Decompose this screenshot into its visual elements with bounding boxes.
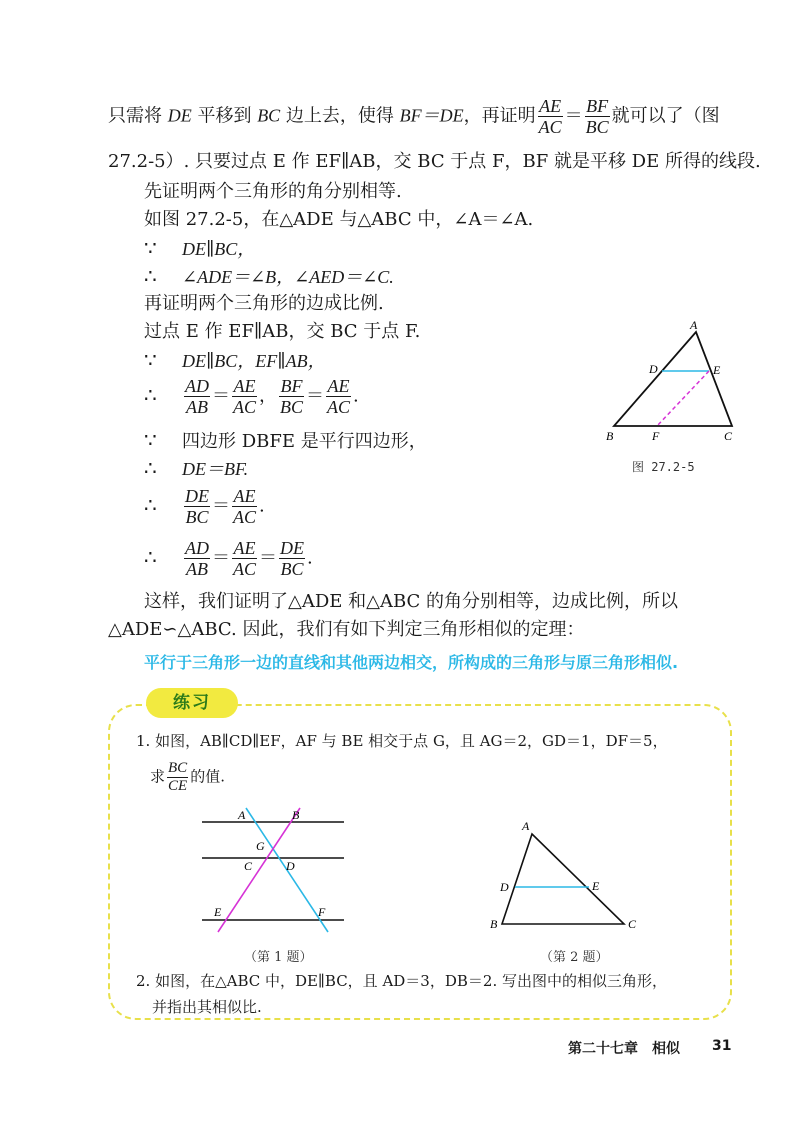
page-number: 31 [712,1038,732,1054]
text: 只需将 [108,105,168,127]
text: ，再证明 [463,105,536,127]
text: DE [167,105,192,126]
exercise-2-figure [486,818,646,930]
fraction [326,376,351,417]
label-a: A [238,808,246,822]
label-c: C [628,917,637,930]
sides-intro: 再证明两个三角形的边成比例. [144,293,384,314]
because-3 [144,428,427,454]
label-a: A [690,318,698,332]
conclusion-line-2: △ADE∽△ABC. 因此，我们有如下判定三角形相似的定理： [108,619,585,640]
denominator: BC [585,117,609,137]
fraction [232,376,257,417]
label-f: F [318,905,326,919]
practice-tag: 练习 [146,688,238,718]
text: 就可以了（图 [611,105,720,127]
numerator: AD [185,376,209,396]
denominator: AC [233,507,257,527]
text: 边上去，使得 [280,105,400,127]
fraction-bc-ce [167,760,188,795]
label-c: C [724,429,733,443]
exercise-2-line-1: 2. 如图，在△ABC 中，DE∥BC，且 AD＝3，DB＝2. 写出图中的相似三角形， [136,972,667,990]
label-e: E [592,879,600,893]
angles-intro: 先证明两个三角形的角分别相等. [144,181,402,202]
label-e: E [713,363,721,377]
fraction [279,538,305,579]
paragraph-1-line-1 [108,96,720,137]
exercise-1-caption: （第 1 题） [244,950,313,965]
exercise-1-line-2 [150,760,225,795]
fraction-bf-bc [585,96,610,137]
text: ∠ADE＝∠B，∠AED＝∠C. [182,267,394,287]
segment-ef-dashed [657,371,709,426]
conclusion-line-1: 这样，我们证明了△ADE 和△ABC 的角分别相等，边成比例，所以 [144,591,679,612]
fraction-ae-ac [538,96,563,137]
numerator: AE [539,96,562,116]
figure-caption: 图 27.2-5 [632,460,695,474]
label-e: E [214,905,222,919]
fraction [232,486,257,527]
fraction [184,376,210,417]
therefore-4: ∴ $\frac{DE}{BC}$ ＝ $\frac{AE}{AC}$ . [144,486,265,527]
denominator: BC [185,507,209,527]
triangle-abc [502,834,624,924]
numerator: AE [327,376,350,396]
therefore-5: ∴ $\frac{AD}{AB}$ ＝ $\frac{AE}{AC}$ ＝ $\frac{DE}{BC}$ . [144,538,313,579]
footer-chapter: 第二十七章 相似 [568,1041,680,1057]
exercise-2-caption: （第 2 题） [540,950,609,965]
therefore-symbol: ∴ [144,264,157,288]
fraction [184,538,210,579]
fraction [232,538,257,579]
as-figure-line: 如图 27.2-5，在△ADE 与△ABC 中，∠A＝∠A. [144,209,534,230]
denominator: BC [280,397,304,417]
therefore-symbol: ∴ [144,544,157,569]
label-b: B [606,429,614,443]
numerator: DE [185,486,209,506]
because-symbol: ∵ [144,428,157,452]
therefore-symbol: ∴ [144,492,157,517]
numerator: AD [185,538,209,558]
text: 的值. [190,767,225,786]
fraction [279,376,304,417]
denominator: AC [538,117,562,137]
label-b: B [292,808,300,822]
text: BF＝DE [399,105,464,126]
text: 四边形 DBFE 是平行四边形， [182,431,427,452]
text: DE∥BC， [182,239,256,259]
numerator: AE [233,486,256,506]
period: . [259,495,265,517]
numerator: BF [586,96,609,116]
text: 平移到 [191,105,258,127]
text: 求 [150,767,166,786]
text: DE∥BC，EF∥AB， [182,351,326,371]
text: BC [257,105,281,126]
label-d: D [649,362,658,376]
period: . [353,385,359,407]
label-d: D [500,880,509,894]
exercise-1-line-1: 1. 如图，AB∥CD∥EF，AF 与 BE 相交于点 G，且 AG＝2，GD＝1，DF＝5， [136,732,668,750]
therefore-symbol: ∴ [144,456,157,480]
denominator: AC [233,559,257,579]
numerator: AE [233,538,256,558]
numerator: BF [280,376,303,396]
numerator: AE [233,376,256,396]
denominator: AC [233,397,257,417]
denominator: AB [186,397,208,417]
paragraph-1-line-2: 27.2-5）. 只要过点 E 作 EF∥AB，交 BC 于点 F，BF 就是平移 DE 所得的线段. [108,151,761,172]
denominator: AB [186,559,208,579]
numerator: BC [168,760,188,776]
denominator: CE [168,778,188,794]
through-e-line: 过点 E 作 EF∥AB，交 BC 于点 F. [144,321,421,342]
exercise-1-figure [196,806,352,936]
exercise-2-line-2: 并指出其相似比. [152,998,262,1016]
period: . [307,547,313,569]
theorem-statement: 平行于三角形一边的直线和其他两边相交，所构成的三角形与原三角形相似. [144,653,679,672]
separator: ， [259,385,278,407]
because-1 [144,236,255,262]
triangle-abc [614,332,732,426]
because-symbol: ∵ [144,348,157,372]
label-d: D [286,859,295,873]
therefore-1 [144,264,394,290]
fraction [184,486,210,527]
label-a: A [522,819,530,833]
label-c: C [244,859,253,873]
label-b: B [490,917,498,930]
label-g: G [256,839,265,853]
numerator: DE [280,538,305,558]
figure-27-2-5 [596,318,746,478]
therefore-3 [144,456,248,482]
because-symbol: ∵ [144,236,157,260]
therefore-symbol: ∴ [144,382,157,407]
therefore-2: ∴ $\frac{AD}{AB}$ ＝ $\frac{AE}{AC}$ ， $\frac{BF}{BC}$ ＝ $\frac{AE}{AC}$ . [144,376,359,417]
equals: ＝ [564,105,583,127]
denominator: BC [280,559,304,579]
denominator: AC [327,397,351,417]
because-2 [144,348,326,374]
label-f: F [652,429,660,443]
text: DE＝BF. [182,459,249,479]
